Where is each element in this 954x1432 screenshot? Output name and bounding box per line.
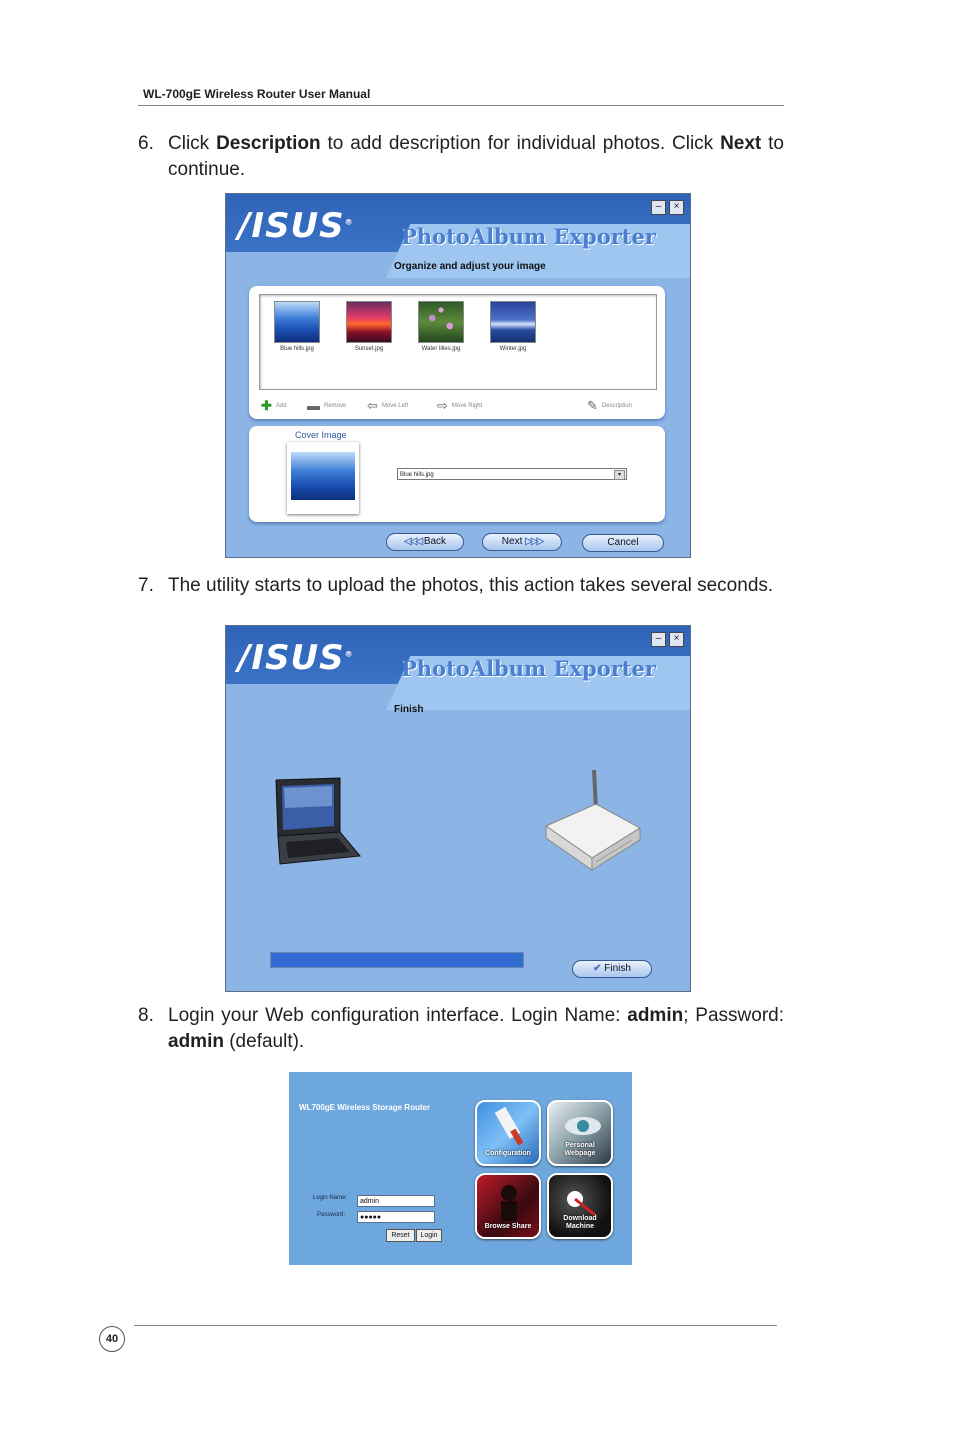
description-button[interactable]: ✎ Description — [587, 398, 632, 413]
browse-share-tile[interactable]: Browse Share — [475, 1173, 541, 1239]
configuration-tile[interactable]: Configuration — [475, 1100, 541, 1166]
step-8 — [138, 1003, 784, 1055]
next-button[interactable]: Next ▷▷▷ — [482, 533, 562, 551]
cancel-button[interactable]: Cancel — [582, 534, 664, 552]
add-button[interactable]: ✚ Add — [261, 398, 287, 413]
asus-logo: /ISUS® — [238, 638, 354, 678]
image-thumbnail[interactable]: Sunset.jpg — [346, 301, 392, 352]
back-arrows-icon: ◁◁◁ — [403, 536, 422, 547]
photoalbum-window-finish — [225, 625, 691, 992]
step-text: Login your Web configuration interface. Login Name: admin; Password: admin (default). — [168, 1005, 784, 1052]
step-6 — [138, 131, 784, 183]
finish-button[interactable]: ✔ Finish — [572, 960, 652, 978]
password-input[interactable]: ●●●●● — [357, 1211, 435, 1223]
download-machine-tile[interactable]: Download Machine — [547, 1173, 613, 1239]
step-text: Click Description to add description for individual photos. Click Next to continue. — [168, 133, 784, 180]
asus-logo: /ISUS® — [238, 206, 354, 246]
move-left-button[interactable]: ⇦ Move Left — [367, 398, 409, 413]
minus-icon: ▬ — [307, 398, 320, 413]
cover-image-preview — [287, 442, 359, 514]
app-title: PhotoAlbum Exporter — [401, 656, 656, 681]
remove-button[interactable]: ▬ Remove — [307, 398, 347, 413]
app-title: PhotoAlbum Exporter — [401, 224, 656, 249]
minimize-icon[interactable]: – — [651, 632, 666, 647]
login-button[interactable]: Login — [416, 1229, 442, 1242]
step-number: 8. — [138, 1005, 154, 1026]
pencil-icon: ✎ — [587, 398, 598, 413]
personal-webpage-tile[interactable]: Personal Webpage — [547, 1100, 613, 1166]
image-list[interactable] — [259, 294, 657, 390]
image-toolbar — [261, 398, 641, 412]
manual-title: WL-700gE Wireless Router User Manual — [143, 87, 371, 101]
image-thumbnail[interactable]: Water lilies.jpg — [418, 301, 464, 352]
close-icon[interactable]: × — [669, 632, 684, 647]
router-title: WL700gE Wireless Storage Router — [299, 1103, 431, 1112]
step-text: The utility starts to upload the photos, this action takes several seconds. — [168, 575, 774, 596]
arrow-left-icon: ⇦ — [367, 398, 378, 413]
laptop-icon — [270, 772, 366, 868]
close-icon[interactable]: × — [669, 200, 684, 215]
progress-fill — [271, 953, 523, 967]
step-label: Organize and adjust your image — [394, 261, 546, 272]
reset-button[interactable]: Reset — [386, 1229, 415, 1242]
arrow-right-icon: ⇨ — [437, 398, 448, 413]
plus-icon: ✚ — [261, 398, 272, 413]
cover-image-label: Cover Image — [295, 430, 347, 440]
router-icon — [536, 766, 646, 876]
cover-image-panel — [249, 426, 665, 522]
photoalbum-window-organize — [225, 193, 691, 558]
chevron-down-icon[interactable]: ▾ — [614, 470, 625, 480]
image-organizer-panel — [249, 286, 665, 419]
step-number: 7. — [138, 575, 154, 596]
check-icon: ✔ — [593, 963, 602, 974]
upload-progress-bar — [270, 952, 524, 968]
image-thumbnail[interactable]: Winter.jpg — [490, 301, 536, 352]
header-divider — [138, 105, 784, 106]
step-label: Finish — [394, 704, 424, 715]
step-7 — [138, 573, 784, 599]
page-number: 40 — [99, 1326, 125, 1352]
cover-image-select[interactable]: Blue hills.jpg ▾ — [397, 468, 627, 480]
back-button[interactable]: ◁◁◁ Back — [386, 533, 464, 551]
minimize-icon[interactable]: – — [651, 200, 666, 215]
login-screen — [289, 1072, 632, 1265]
footer-divider — [134, 1325, 777, 1326]
password-label: Password: — [317, 1212, 346, 1218]
login-name-input[interactable]: admin — [357, 1195, 435, 1207]
image-thumbnail[interactable]: Blue hills.jpg — [274, 301, 320, 352]
move-right-button[interactable]: ⇨ Move Right — [437, 398, 483, 413]
next-arrows-icon: ▷▷▷ — [525, 536, 543, 547]
login-name-label: Login Name: — [313, 1195, 348, 1201]
step-number: 6. — [138, 133, 154, 154]
